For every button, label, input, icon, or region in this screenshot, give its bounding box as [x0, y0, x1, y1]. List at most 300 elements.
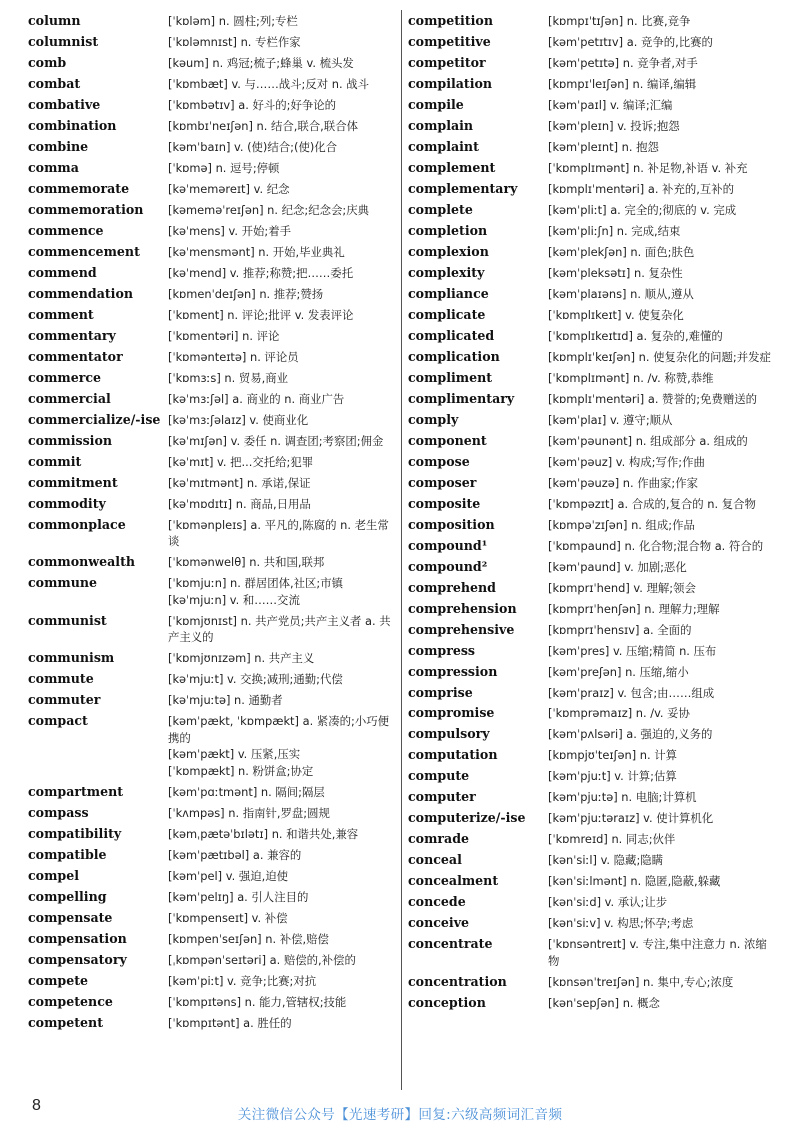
definition: [kəmˈpres] v. 压缩;精简 n. 压布: [548, 643, 717, 658]
headword: commemoration: [28, 201, 144, 217]
headword: commitment: [28, 474, 118, 490]
dictionary-entry: [28, 475, 400, 492]
definition-block: [548, 995, 774, 1012]
dictionary-entry: [408, 622, 774, 639]
headword: commentary: [28, 327, 116, 343]
dictionary-entry: [408, 496, 774, 513]
dictionary-entry: [28, 671, 400, 688]
page-number: 8: [32, 1097, 41, 1114]
dictionary-entry: [408, 538, 774, 555]
definition: [kənˈsiːlmənt] n. 隐匿,隐蔽,躲藏: [548, 874, 721, 889]
headword: commodity: [28, 495, 106, 511]
headword: commute: [28, 671, 94, 687]
definition-block: [548, 139, 774, 156]
dictionary-entry: [408, 97, 774, 114]
definition: [kəˈmɪʃən] v. 委任 n. 调查团;考察团;佣金: [168, 433, 384, 448]
headword: combination: [28, 117, 117, 133]
definition-block: [548, 244, 774, 261]
definition: [kəˈmens] v. 开始;着手: [168, 223, 291, 238]
definition: [kəˈmend] v. 推荐;称赞;把……委托: [168, 265, 354, 280]
headword: commencement: [28, 243, 140, 259]
definition: [kəmˈpleɪnt] n. 抱怨: [548, 139, 659, 154]
headword: commercialize/-ise: [28, 411, 161, 427]
headword: compel: [28, 868, 79, 883]
definition: [ˈkɒmplɪkeɪtɪd] a. 复杂的,难懂的: [548, 328, 723, 343]
headword: commonwealth: [28, 554, 136, 570]
definition: [ˈkɒmprəmaɪz] n. /v. 妥协: [548, 706, 690, 721]
dictionary-entry: [28, 1015, 400, 1032]
definition-block: [548, 265, 774, 282]
definition: [kɒmprɪˈhensɪv] a. 全面的: [548, 622, 692, 637]
headword: competent: [28, 1014, 104, 1030]
definition: [kəmˈpaund] v. 加剧;恶化: [548, 559, 687, 574]
definition-block: [548, 894, 774, 911]
definition-block: [168, 517, 400, 550]
definition: [kəmˌpætəˈbɪlətɪ] n. 和谐共处,兼容: [168, 827, 359, 842]
definition: [kɒmbɪˈneɪʃən] n. 结合,联合,联合体: [168, 118, 358, 133]
definition: [ˈkɒmpɪtənt] a. 胜任的: [168, 1015, 292, 1030]
dictionary-entry: [408, 202, 774, 219]
headword: complicated: [408, 327, 495, 343]
dictionary-entry: [28, 973, 400, 990]
dictionary-entry: [28, 307, 400, 324]
definition: [kəmˈpleksətɪ] n. 复杂性: [548, 265, 683, 280]
headword: concealment: [408, 873, 499, 889]
definition-block: [548, 412, 774, 429]
dictionary-entry: [28, 328, 400, 345]
headword: comrade: [408, 831, 470, 847]
dictionary-entry: [28, 160, 400, 177]
definition-block: [168, 307, 400, 324]
definition-block: [548, 349, 774, 366]
definition-block: [168, 952, 400, 969]
headword: concentrate: [408, 936, 493, 952]
headword: communist: [28, 612, 107, 628]
dictionary-entry: [408, 454, 774, 471]
definition: [kəmˈpʌlsəri] a. 强迫的,义务的: [548, 727, 713, 742]
definition: [ˈkɒmreɪd] n. 同志;伙伴: [548, 832, 676, 847]
dictionary-entry: [408, 370, 774, 387]
definition-block: [168, 181, 400, 198]
definition-block: [168, 575, 400, 608]
definition-block: [168, 412, 400, 429]
left-column: [28, 13, 400, 1036]
definition: [kəmˈpetɪtɪv] a. 竞争的,比赛的: [548, 34, 713, 49]
definition-block: [168, 433, 400, 450]
definition: [kəmˈpjuːtə] n. 电脑;计算机: [548, 790, 697, 805]
headword: concentration: [408, 973, 507, 989]
dictionary-entry: [408, 223, 774, 240]
definition-block: [548, 202, 774, 219]
headword: complication: [408, 348, 500, 364]
headword: conception: [408, 994, 486, 1010]
dictionary-entry: [408, 517, 774, 534]
definition: [kəmˈpəuz] v. 构成;写作;作曲: [548, 454, 705, 469]
headword: complimentary: [408, 390, 515, 406]
definition: [ˈkɒmjʊnɪst] n. 共产党员;共产主义者 a. 共产主义的: [168, 613, 391, 645]
headword: commission: [28, 432, 113, 448]
definition: [kəˈmɪt] v. 把...交托给;犯罪: [168, 454, 314, 469]
definition-block: [548, 810, 774, 827]
headword: completion: [408, 222, 488, 238]
footer-note: 关注微信公众号【光速考研】回复:六级高频词汇音频: [237, 1107, 563, 1123]
definition-block: [168, 671, 400, 688]
dictionary-entry: [28, 118, 400, 135]
headword: compact: [28, 713, 88, 729]
definition: [kəmˈpjuːtəraɪz] v. 使计算机化: [548, 811, 714, 826]
definition-block: [548, 181, 774, 198]
dictionary-entry: [28, 554, 400, 571]
definition-block: [168, 784, 400, 801]
definition-block: [548, 685, 774, 702]
headword: column: [28, 13, 81, 28]
definition-block: [168, 931, 400, 948]
dictionary-entry: [28, 910, 400, 927]
definition: [kəmˈpaɪl] v. 编译;汇编: [548, 97, 673, 112]
headword: commence: [28, 222, 104, 238]
definition: [kɒmenˈdeɪʃən] n. 推荐;赞扬: [168, 286, 324, 301]
definition-block: [548, 496, 774, 513]
definition: [kɒmpɪˈleɪʃən] n. 编译,编辑: [548, 76, 697, 91]
headword: complicate: [408, 306, 486, 322]
dictionary-entry: [408, 974, 774, 991]
definition: [kɒnsənˈtreɪʃən] n. 集中,专心;浓度: [548, 974, 734, 989]
definition-block: [548, 622, 774, 639]
definition-block: [168, 223, 400, 240]
dictionary-entry: [28, 454, 400, 471]
definition: [kəˈmjuːn] v. 和……交流: [168, 592, 300, 607]
definition: [kəum] n. 鸡冠;梳子;蜂巢 v. 梳头发: [168, 55, 354, 70]
dictionary-entry: [408, 685, 774, 702]
dictionary-entry: [408, 307, 774, 324]
dictionary-entry: [408, 747, 774, 764]
headword: compulsory: [408, 726, 490, 742]
definition: [kəmˈpɑːtmənt] n. 隔间;隔层: [168, 785, 325, 800]
headword: compliance: [408, 285, 489, 301]
headword: complete: [408, 201, 473, 217]
headword: compound²: [408, 558, 488, 574]
dictionary-entry: [408, 328, 774, 345]
definition-block: [168, 650, 400, 667]
definition-block: [548, 831, 774, 848]
headword: comprise: [408, 684, 473, 700]
definition: [ˈkɒmplɪmənt] n. 补足物,补语 v. 补充: [548, 160, 748, 175]
dictionary-entry: [28, 76, 400, 93]
definition-block: [548, 118, 774, 135]
definition-block: [168, 244, 400, 261]
definition: [ˈkʌmpəs] n. 指南针,罗盘;圆规: [168, 806, 330, 821]
dictionary-entry: [28, 692, 400, 709]
definition-block: [548, 538, 774, 555]
definition: [kəmeməˈreɪʃən] n. 纪念;纪念会;庆典: [168, 202, 370, 217]
definition: [kəmˈpraɪz] v. 包含;由……组成: [548, 685, 715, 700]
headword: complement: [408, 159, 496, 175]
definition-block: [548, 55, 774, 72]
dictionary-entry: [408, 118, 774, 135]
headword: compliment: [408, 369, 493, 385]
dictionary-entry: [28, 613, 400, 646]
definition-block: [168, 34, 400, 51]
dictionary-entry: [408, 852, 774, 869]
definition: [kɒmplɪˈmentəri] a. 补充的,互补的: [548, 181, 735, 196]
dictionary-entry: [28, 265, 400, 282]
definition: [ˈkɒnsəntreɪt] v. 专注,集中注意力 n. 浓缩物: [548, 937, 767, 968]
headword: comprehensive: [408, 621, 515, 637]
definition-block: [168, 973, 400, 990]
definition: [kɒmpenˈseɪʃən] n. 补偿,赔偿: [168, 931, 329, 946]
definition: [ˈkɒmbæt] v. 与……战斗;反对 n. 战斗: [168, 76, 369, 91]
dictionary-entry: [408, 412, 774, 429]
headword: conceive: [408, 915, 470, 931]
headword: complexity: [408, 264, 485, 280]
dictionary-entry: [408, 139, 774, 156]
definition-block: [168, 265, 400, 282]
definition-block: [548, 974, 774, 991]
dictionary-entry: [408, 810, 774, 827]
dictionary-entry: [28, 139, 400, 156]
definition: [kəmˈpel] v. 强迫,迫使: [168, 869, 289, 883]
definition-block: [168, 889, 400, 906]
definition: [kəmˈplaɪəns] n. 顺从,遵从: [548, 286, 694, 301]
definition-block: [168, 826, 400, 843]
definition-block: [168, 613, 400, 646]
dictionary-entry: [408, 55, 774, 72]
definition: [kɒmplɪˈkeɪʃən] n. 使复杂化的问题;并发症: [548, 349, 771, 364]
definition: [kəmˈpleɪn] v. 投诉;抱怨: [548, 118, 680, 133]
dictionary-entry: [28, 713, 400, 779]
dictionary-entry: [28, 55, 400, 72]
headword: commentator: [28, 348, 123, 364]
definition: [kəmˈpækt, ˈkɒmpækt] a. 紧凑的;小巧便携的: [168, 714, 389, 745]
dictionary-entry: [408, 915, 774, 932]
dictionary-entry: [28, 889, 400, 906]
definition-block: [548, 873, 774, 890]
dictionary-entry: [408, 34, 774, 51]
headword: commemorate: [28, 180, 130, 196]
dictionary-entry: [408, 580, 774, 597]
definition: [kəmˈpækt] v. 压紧,压实: [168, 747, 301, 762]
headword: compensate: [28, 909, 113, 925]
definition-block: [168, 475, 400, 492]
headword: complain: [408, 117, 474, 133]
definition-block: [168, 847, 400, 864]
dictionary-entry: [28, 223, 400, 240]
dictionary-entry: [28, 784, 400, 801]
dictionary-entry: [408, 13, 774, 30]
definition-block: [548, 517, 774, 534]
headword: compensation: [28, 930, 127, 946]
headword: compatibility: [28, 826, 122, 842]
headword: complexion: [408, 243, 489, 259]
headword: compatible: [28, 847, 107, 863]
dictionary-entry: [408, 601, 774, 618]
dictionary-entry: [408, 244, 774, 261]
headword: compensatory: [28, 951, 127, 967]
definition-block: [548, 13, 774, 30]
definition-block: [548, 936, 774, 969]
definition: [ˈkɒmplɪmənt] n. /v. 称赞,恭维: [548, 370, 714, 385]
definition-block: [168, 97, 400, 114]
headword: composite: [408, 495, 481, 511]
headword: compound¹: [408, 537, 488, 553]
definition: [kɒmplɪˈmentəri] a. 赞誉的;免费赠送的: [548, 391, 758, 406]
definition: [kəmˈpetɪtə] n. 竞争者,对手: [548, 55, 698, 70]
definition: [ˈkɒmə] n. 逗号;停顿: [168, 160, 280, 175]
headword: compression: [408, 663, 498, 679]
definition: [kəmˈbaɪn] v. (使)结合;(使)化合: [168, 139, 338, 154]
headword: commerce: [28, 369, 102, 385]
definition-block: [548, 34, 774, 51]
definition-block: [548, 601, 774, 618]
dictionary-entry: [28, 868, 400, 885]
headword: conceal: [408, 852, 462, 868]
definition: [ˈkɒmpækt] n. 粉饼盒;协定: [168, 764, 314, 779]
definition-block: [548, 747, 774, 764]
dictionary-entry: [28, 34, 400, 51]
definition-block: [548, 328, 774, 345]
definition-block: [168, 76, 400, 93]
headword: complementary: [408, 180, 518, 196]
headword: commit: [28, 453, 82, 469]
definition: [ˈkɒmənwelθ] n. 共和国,联邦: [168, 555, 325, 570]
dictionary-entry: [408, 181, 774, 198]
headword: comb: [28, 54, 67, 70]
definition-block: [168, 454, 400, 471]
definition-block: [548, 559, 774, 576]
dictionary-entry: [28, 412, 400, 429]
definition-block: [168, 713, 400, 779]
dictionary-entry: [28, 931, 400, 948]
headword: combine: [28, 138, 89, 154]
definition-block: [548, 915, 774, 932]
definition: [kɒmprɪˈhend] v. 理解;领会: [548, 580, 696, 595]
definition-block: [548, 664, 774, 681]
definition-block: [168, 139, 400, 156]
definition-block: [548, 223, 774, 240]
definition-block: [548, 705, 774, 722]
definition: [kəmˈpliːt] a. 完全的;彻底的 v. 完成: [548, 202, 737, 217]
definition: [ˈkɒmplɪkeɪt] v. 使复杂化: [548, 307, 684, 322]
headword: compartment: [28, 784, 124, 800]
definition: [kəˈmɒdɪtɪ] n. 商品,日用品: [168, 496, 311, 511]
dictionary-entry: [408, 286, 774, 303]
dictionary-entry: [408, 873, 774, 890]
headword: commune: [28, 575, 98, 591]
definition: [kɒmpjʊˈteɪʃən] n. 计算: [548, 748, 677, 763]
definition-block: [548, 643, 774, 660]
definition: [kəmˈpəuzə] n. 作曲家;作家: [548, 475, 699, 490]
dictionary-entry: [28, 952, 400, 969]
definition: [kənˈsiːl] v. 隐藏;隐瞒: [548, 853, 664, 868]
definition: [kəmˈpætɪbəl] a. 兼容的: [168, 848, 302, 863]
definition: [kəmˈpəunənt] n. 组成部分 a. 组成的: [548, 433, 748, 448]
headword: commend: [28, 264, 97, 280]
right-column: [408, 13, 774, 1016]
headword: compromise: [408, 705, 495, 721]
definition-block: [548, 475, 774, 492]
definition: [kəmˈpiːt] v. 竞争;比赛;对抗: [168, 973, 317, 988]
headword: composition: [408, 516, 495, 532]
dictionary-entry: [408, 768, 774, 785]
definition-block: [168, 994, 400, 1011]
headword: communism: [28, 650, 115, 666]
definition: [ˈkɒmɜːs] n. 贸易,商业: [168, 370, 289, 385]
definition-block: [548, 286, 774, 303]
definition-block: [548, 580, 774, 597]
dictionary-entry: [28, 575, 400, 608]
dictionary-entry: [28, 97, 400, 114]
definition-block: [168, 391, 400, 408]
definition: [kɒmprɪˈhenʃən] n. 理解力;理解: [548, 601, 720, 616]
headword: combat: [28, 75, 81, 91]
definition-block: [168, 370, 400, 387]
dictionary-entry: [408, 894, 774, 911]
dictionary-entry: [28, 496, 400, 513]
definition: [kənˈsiːd] v. 承认;让步: [548, 895, 668, 910]
headword: comply: [408, 411, 459, 427]
definition: [kəˈmɪtmənt] n. 承诺,保证: [168, 475, 311, 490]
dictionary-entry: [28, 391, 400, 408]
dictionary-entry: [28, 650, 400, 667]
headword: compete: [28, 972, 89, 988]
definition-block: [168, 202, 400, 219]
headword: competitive: [408, 33, 491, 49]
headword: combative: [28, 96, 101, 112]
definition: [ˈkɒləm] n. 圆柱;列;专栏: [168, 14, 298, 28]
definition-block: [168, 118, 400, 135]
definition: [kəmˈpelɪŋ] a. 引人注目的: [168, 889, 309, 904]
dictionary-entry: [408, 433, 774, 450]
dictionary-entry: [408, 936, 774, 969]
headword: computerize/-ise: [408, 810, 526, 826]
definition: [kəmˈplekʃən] n. 面色;肤色: [548, 244, 695, 259]
definition: [ˌkɒmpənˈseɪtəri] a. 赔偿的,补偿的: [168, 952, 356, 967]
definition-block: [168, 1015, 400, 1032]
definition-block: [548, 391, 774, 408]
headword: comprehension: [408, 600, 517, 616]
headword: compute: [408, 768, 470, 784]
definition-block: [168, 554, 400, 571]
headword: compress: [408, 642, 476, 658]
headword: compose: [408, 453, 470, 469]
dictionary-entry: [408, 265, 774, 282]
definition: [kəmˈpjuːt] v. 计算;估算: [548, 769, 677, 784]
definition: [kəˈmjuːtə] n. 通勤者: [168, 693, 283, 708]
headword: commercial: [28, 390, 111, 406]
dictionary-entry: [408, 349, 774, 366]
headword: competence: [28, 993, 113, 1009]
definition: [ˈkɒmpaund] n. 化合物;混合物 a. 符合的: [548, 538, 764, 553]
dictionary-entry: [408, 643, 774, 660]
headword: concede: [408, 894, 466, 910]
dictionary-entry: [408, 705, 774, 722]
definition-block: [168, 160, 400, 177]
headword: compile: [408, 96, 464, 112]
dictionary-entry: [408, 995, 774, 1012]
headword: composer: [408, 474, 477, 490]
headword: competitor: [408, 54, 486, 70]
definition: [ˈkɒləmnɪst] n. 专栏作家: [168, 34, 301, 49]
definition-block: [168, 910, 400, 927]
definition-block: [548, 433, 774, 450]
dictionary-entry: [28, 433, 400, 450]
definition-block: [548, 76, 774, 93]
definition: [kəmˈplaɪ] v. 遵守;顺从: [548, 412, 673, 427]
definition: [ˈkɒmjʊnɪzəm] n. 共产主义: [168, 651, 315, 666]
dictionary-entry: [408, 475, 774, 492]
headword: commuter: [28, 692, 101, 708]
dictionary-entry: [28, 202, 400, 219]
